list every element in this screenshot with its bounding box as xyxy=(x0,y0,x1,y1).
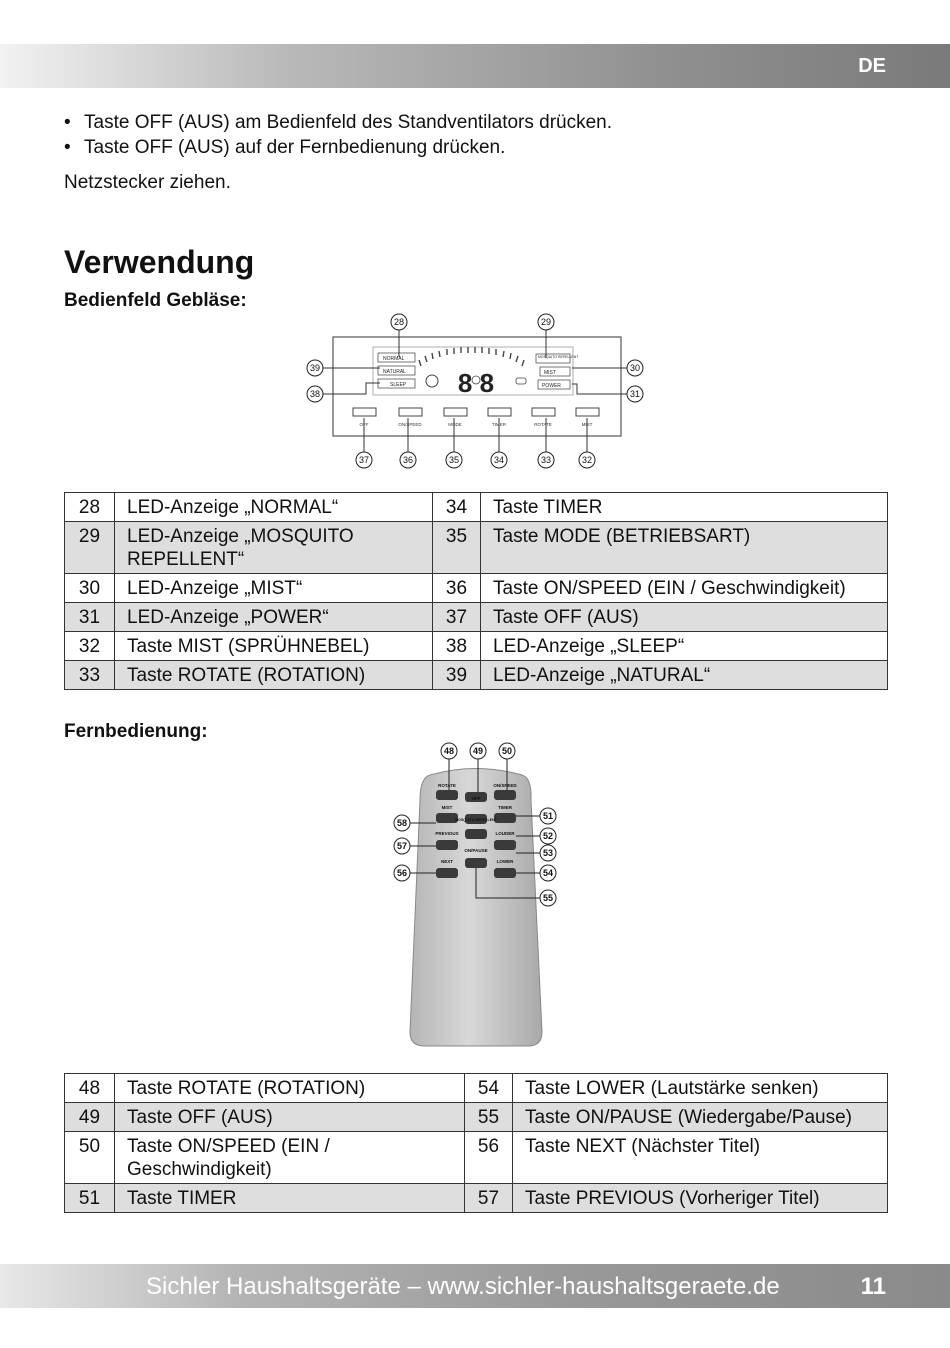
remote-label: ROTATE xyxy=(438,783,456,788)
item-description: LED-Anzeige „NATURAL“ xyxy=(481,661,888,690)
callout-28: 28 xyxy=(393,317,405,327)
remote-label: ON/PAUSE xyxy=(464,848,488,853)
item-number: 50 xyxy=(65,1132,115,1184)
item-description: Taste LOWER (Lautstärke senken) xyxy=(513,1074,888,1103)
remote-control-figure xyxy=(390,740,560,1050)
item-description: Taste TIMER xyxy=(115,1184,465,1213)
table-row xyxy=(65,522,888,574)
remote-label: ON/SPEED xyxy=(493,783,517,788)
language-label: DE xyxy=(858,55,886,77)
table-row xyxy=(65,661,888,690)
panel-button-mist xyxy=(576,408,599,416)
item-number: 33 xyxy=(65,661,115,690)
item-description: Taste PREVIOUS (Vorheriger Titel) xyxy=(513,1184,888,1213)
control-panel-figure xyxy=(300,310,650,475)
item-number: 51 xyxy=(65,1184,115,1213)
callout-34: 34 xyxy=(493,455,505,465)
item-description: Taste OFF (AUS) xyxy=(481,603,888,632)
panel-button-mode xyxy=(444,408,467,416)
item-description: LED-Anzeige „MIST“ xyxy=(115,574,433,603)
panel-button-off xyxy=(353,408,376,416)
callout-29: 29 xyxy=(540,317,552,327)
hour-badge xyxy=(516,378,526,384)
item-number: 39 xyxy=(433,661,481,690)
remote-label: TIMER xyxy=(498,805,512,810)
footer-bar xyxy=(0,1264,950,1308)
instruction-paragraph: Netzstecker ziehen. xyxy=(64,172,231,193)
callout-37: 37 xyxy=(358,455,370,465)
item-number: 30 xyxy=(65,574,115,603)
item-description: LED-Anzeige „MOSQUITO REPELLENT“ xyxy=(115,522,433,574)
header-bar xyxy=(0,44,950,88)
indicator-power-label: POWER xyxy=(542,383,561,389)
indicator-natural-label: NATURAL xyxy=(383,369,406,375)
item-description: LED-Anzeige „NORMAL“ xyxy=(115,493,433,522)
item-number: 48 xyxy=(65,1074,115,1103)
callout-33: 33 xyxy=(540,455,552,465)
table-row xyxy=(65,1103,888,1132)
footer-text: Sichler Haushaltsgeräte – www.sichler-haushaltsgeraete.de xyxy=(146,1273,780,1300)
item-number: 32 xyxy=(65,632,115,661)
callout-53: 53 xyxy=(542,848,554,858)
table-row xyxy=(65,1184,888,1213)
indicator-mist-label: MIST xyxy=(544,370,556,376)
indicator-mosquito-label: MOSQUITO REPELLENT xyxy=(538,355,579,359)
item-description: Taste OFF (AUS) xyxy=(115,1103,465,1132)
callout-30: 30 xyxy=(629,363,641,373)
panel-button-label: MIST xyxy=(581,422,593,427)
callout-56: 56 xyxy=(396,868,408,878)
remote-label: PREVIOUS xyxy=(435,831,459,836)
callout-55: 55 xyxy=(542,893,554,903)
item-number: 54 xyxy=(465,1074,513,1103)
instruction-item: • Taste OFF (AUS) auf der Fernbedienung drücken. xyxy=(64,135,612,160)
table-row xyxy=(65,603,888,632)
panel-button-label: ROTATE xyxy=(534,422,552,427)
item-number: 36 xyxy=(433,574,481,603)
remote-label: MIST xyxy=(441,805,453,810)
callout-58: 58 xyxy=(396,818,408,828)
table-row xyxy=(65,1132,888,1184)
callout-49: 49 xyxy=(472,746,484,756)
item-description: LED-Anzeige „POWER“ xyxy=(115,603,433,632)
callout-38: 38 xyxy=(309,389,321,399)
remote-label: LOUDER xyxy=(495,831,515,836)
callout-52: 52 xyxy=(542,831,554,841)
item-description: Taste MODE (BETRIEBSART) xyxy=(481,522,888,574)
item-description: Taste ROTATE (ROTATION) xyxy=(115,661,433,690)
panel-legend-table xyxy=(64,492,888,690)
item-number: 37 xyxy=(433,603,481,632)
indicator-normal-label: NORMAL xyxy=(383,356,405,362)
item-number: 56 xyxy=(465,1132,513,1184)
item-number: 49 xyxy=(65,1103,115,1132)
remote-label: NEXT xyxy=(440,859,454,864)
item-description: Taste ON/SPEED (EIN / Geschwindigkeit) xyxy=(481,574,888,603)
item-description: Taste ON/PAUSE (Wiedergabe/Pause) xyxy=(513,1103,888,1132)
item-number: 29 xyxy=(65,522,115,574)
remote-label: MOSQUITO REPELLENT xyxy=(455,818,497,822)
item-description: Taste MIST (SPRÜHNEBEL) xyxy=(115,632,433,661)
item-description: Taste NEXT (Nächster Titel) xyxy=(513,1132,888,1184)
callout-39: 39 xyxy=(309,363,321,373)
segment-display: 8 8 xyxy=(457,368,495,398)
item-number: 31 xyxy=(65,603,115,632)
callout-32: 32 xyxy=(581,455,593,465)
page-number: 11 xyxy=(860,1273,886,1300)
panel-button-label: TIMER xyxy=(492,422,506,427)
callout-50: 50 xyxy=(501,746,513,756)
item-number: 28 xyxy=(65,493,115,522)
panel-button-label: OFF xyxy=(359,422,369,427)
panel-button-onspeed xyxy=(399,408,422,416)
callout-54: 54 xyxy=(542,868,554,878)
panel-heading: Bedienfeld Gebläse: xyxy=(64,290,247,311)
remote-heading: Fernbedienung: xyxy=(64,721,208,742)
section-title: Verwendung xyxy=(64,244,255,280)
item-number: 34 xyxy=(433,493,481,522)
table-row xyxy=(65,632,888,661)
item-description: Taste TIMER xyxy=(481,493,888,522)
callout-31: 31 xyxy=(629,389,641,399)
callout-57: 57 xyxy=(396,841,408,851)
panel-button-rotate xyxy=(532,408,555,416)
callout-51: 51 xyxy=(542,811,554,821)
item-description: Taste ON/SPEED (EIN / Geschwindigkeit) xyxy=(115,1132,465,1184)
item-description: Taste ROTATE (ROTATION) xyxy=(115,1074,465,1103)
callout-35: 35 xyxy=(448,455,460,465)
remote-label: LOWER xyxy=(496,859,514,864)
panel-button-timer xyxy=(488,408,511,416)
instruction-list xyxy=(64,110,612,160)
item-number: 35 xyxy=(433,522,481,574)
item-number: 38 xyxy=(433,632,481,661)
item-number: 55 xyxy=(465,1103,513,1132)
panel-button-label: ON/SPEED xyxy=(398,422,422,427)
panel-button-label: MODE xyxy=(448,422,462,427)
callout-36: 36 xyxy=(402,455,414,465)
remote-label: OFF xyxy=(471,796,481,801)
table-row xyxy=(65,574,888,603)
indicator-sleep-label: SLEEP xyxy=(390,382,407,388)
instruction-item: • Taste OFF (AUS) am Bedienfeld des Standventilators drücken. xyxy=(64,110,612,135)
item-description: LED-Anzeige „SLEEP“ xyxy=(481,632,888,661)
table-row xyxy=(65,1074,888,1103)
callout-48: 48 xyxy=(443,746,455,756)
item-number: 57 xyxy=(465,1184,513,1213)
remote-body xyxy=(410,769,542,1047)
remote-legend-table xyxy=(64,1073,888,1213)
table-row xyxy=(65,493,888,522)
